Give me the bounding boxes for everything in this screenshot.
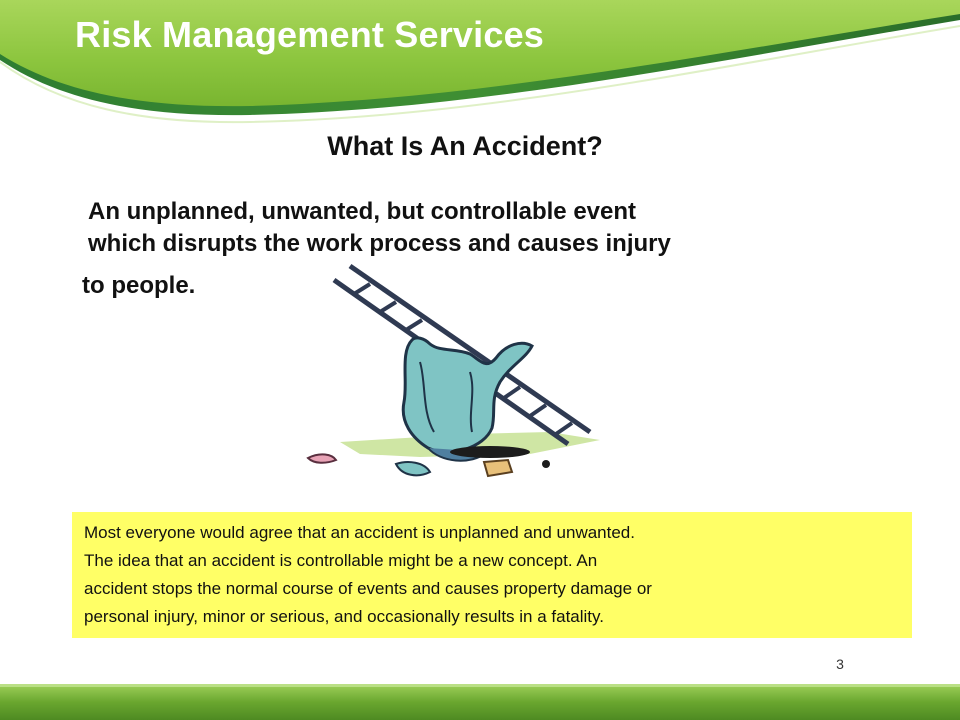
slide-heading: What Is An Accident? xyxy=(327,131,603,161)
note-line: The idea that an accident is controllable might be a new concept. An xyxy=(84,551,598,570)
header-title: Risk Management Services xyxy=(75,14,545,55)
accident-clipart-illustration xyxy=(300,262,640,494)
page-number: 3 xyxy=(836,656,844,672)
note-line: personal injury, minor or serious, and occasionally results in a fatality. xyxy=(84,607,604,626)
note-line: accident stops the normal course of events and causes property damage or xyxy=(84,579,652,598)
footer-band xyxy=(0,684,960,720)
note-line: Most everyone would agree that an accident is unplanned and unwanted. xyxy=(84,523,635,542)
definition-line: to people. xyxy=(82,272,196,299)
definition-line: An unplanned, unwanted, but controllable event xyxy=(88,198,637,225)
definition-line: which disrupts the work process and causes injury xyxy=(88,230,671,257)
debris-shapes xyxy=(308,454,550,476)
speaker-note-box xyxy=(72,512,912,638)
